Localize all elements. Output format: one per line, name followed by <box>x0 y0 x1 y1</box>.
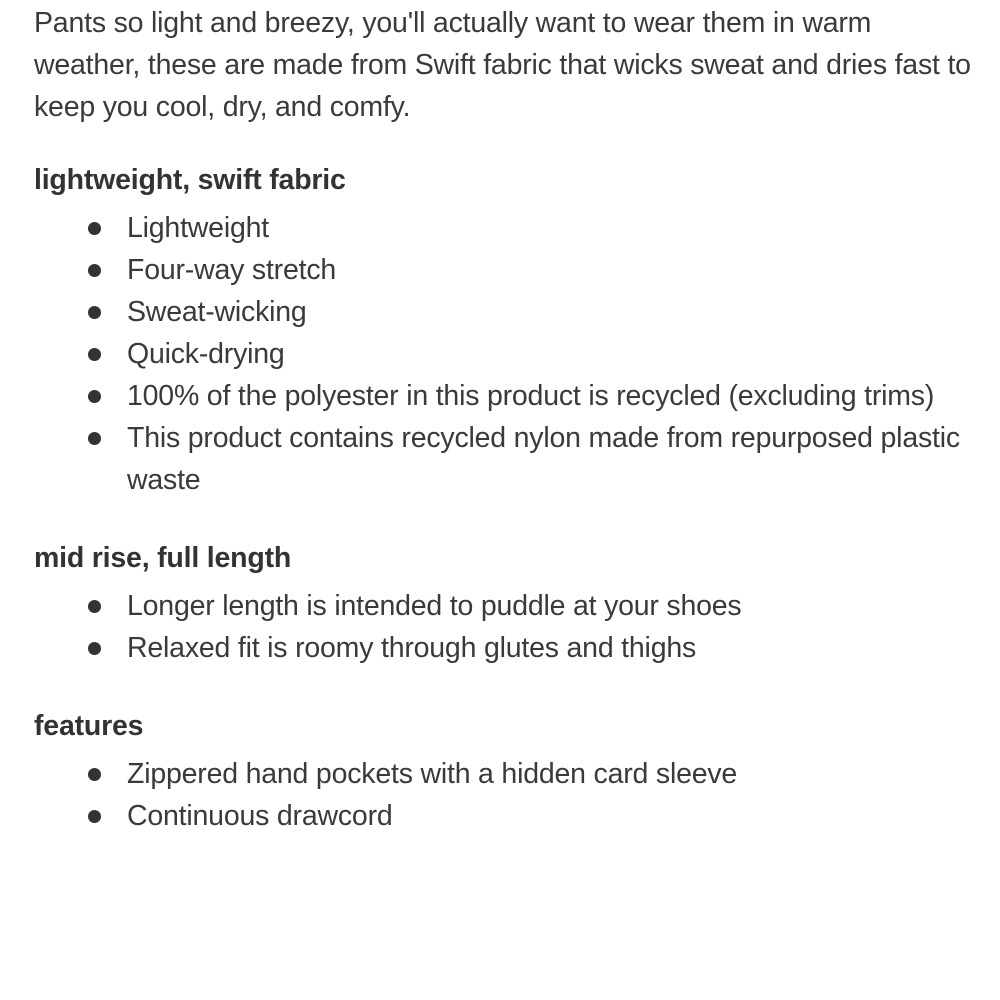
bullet-icon <box>88 348 101 361</box>
section-title: lightweight, swift fabric <box>34 164 346 196</box>
section-title: features <box>34 710 144 742</box>
list-item-text: Sweat-wicking <box>127 296 307 328</box>
list-item-text: Relaxed fit is roomy through glutes and thighs <box>127 632 697 664</box>
bullet-icon <box>88 432 101 445</box>
list-item-text: 100% of the polyester in this product is recycled (excluding trims) <box>127 380 935 412</box>
bullet-icon <box>88 306 101 319</box>
list-item <box>34 375 974 417</box>
list-item <box>34 627 974 669</box>
list-item <box>34 249 974 291</box>
bullet-icon <box>88 222 101 235</box>
list-item-text: Lightweight <box>127 212 269 244</box>
list-item-text: Longer length is intended to puddle at your shoes <box>127 590 742 622</box>
list-item <box>34 417 974 501</box>
list-item-text: Four-way stretch <box>127 254 337 286</box>
product-description <box>34 2 974 837</box>
list-item <box>34 333 974 375</box>
bullet-icon <box>88 768 101 781</box>
bullet-list <box>34 207 974 501</box>
section-fabric <box>34 159 974 501</box>
list-item-text: This product contains recycled nylon made from repurposed plastic waste <box>127 422 960 496</box>
list-item-text: Quick-drying <box>127 338 285 370</box>
list-item-text: Continuous drawcord <box>127 800 393 832</box>
bullet-list <box>34 585 974 669</box>
section-features <box>34 705 974 837</box>
list-item <box>34 291 974 333</box>
section-title: mid rise, full length <box>34 542 292 574</box>
bullet-icon <box>88 390 101 403</box>
bullet-icon <box>88 600 101 613</box>
list-item-text: Zippered hand pockets with a hidden card sleeve <box>127 758 738 790</box>
bullet-icon <box>88 642 101 655</box>
list-item <box>34 753 974 795</box>
list-item <box>34 795 974 837</box>
intro-paragraph: Pants so light and breezy, you'll actually want to wear them in warm weather, these are made from Swift fabric that wicks sweat and dries fast to keep you cool, dry, and comfy. <box>34 7 971 123</box>
bullet-icon <box>88 810 101 823</box>
bullet-icon <box>88 264 101 277</box>
list-item <box>34 207 974 249</box>
section-fit <box>34 537 974 669</box>
list-item <box>34 585 974 627</box>
bullet-list <box>34 753 974 837</box>
